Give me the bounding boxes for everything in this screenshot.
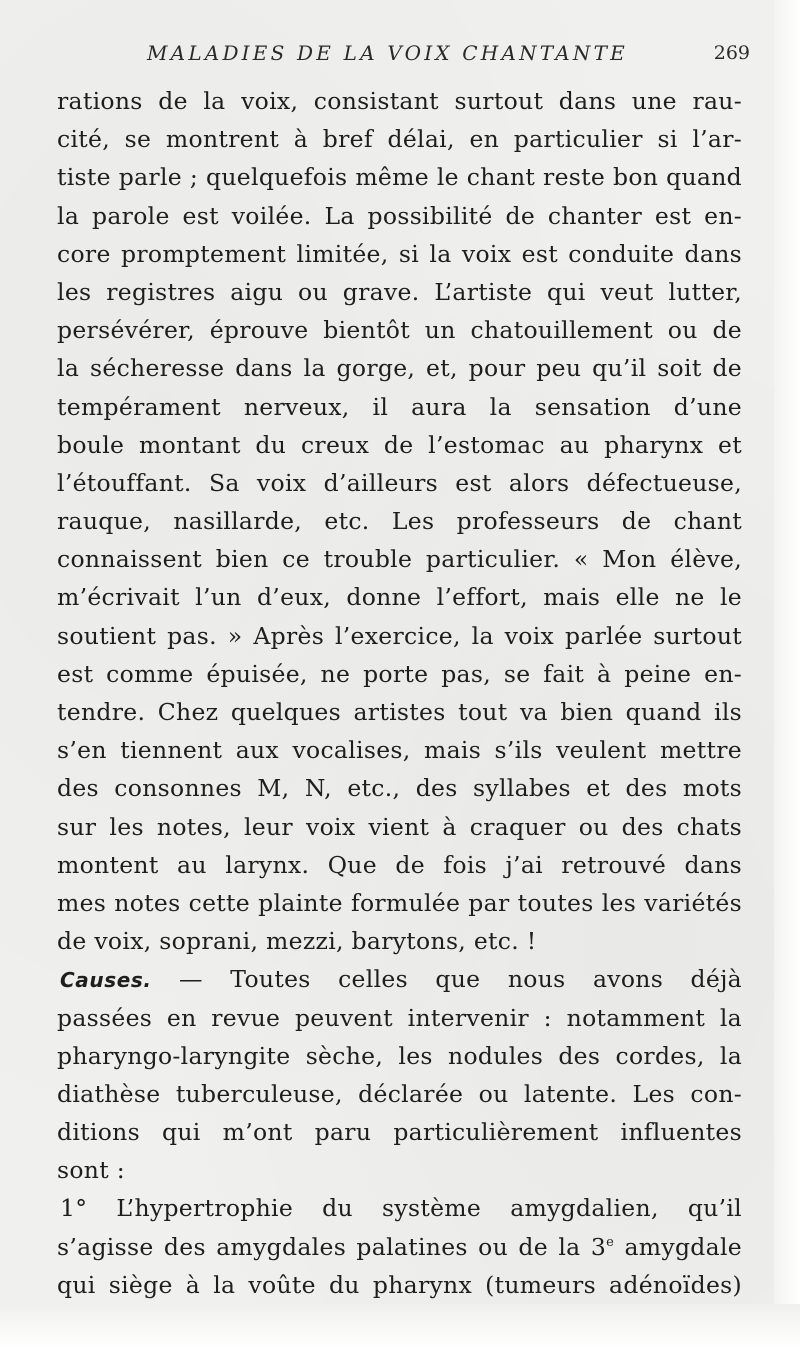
text-fragment: s’agisse des amygdales palatines ou de la 3	[57, 1232, 607, 1261]
text-line: boule montant du creux de l’estomac au pharynx et	[57, 430, 742, 459]
text-line: la parole est voilée. La possibilité de chanter est en-	[57, 201, 742, 230]
text-line: qui siège à la voûte du pharynx (tumeurs adénoïdes)	[57, 1270, 742, 1299]
text-line: montent au larynx. Que de fois j’ai retrouvé dans	[57, 850, 742, 879]
text-line: core promptement limitée, si la voix est conduite dans	[57, 239, 742, 268]
page-body	[57, 82, 742, 1342]
text-line: sont :	[57, 1156, 125, 1185]
text-line: de voix, soprani, mezzi, barytons, etc. !	[57, 927, 537, 956]
text-line: rauque, nasillarde, etc. Les professeurs de chant	[57, 507, 742, 536]
text-line: s’en tiennent aux vocalises, mais s’ils veulent mettre	[57, 736, 742, 765]
text-line: tiste parle ; quelquefois même le chant reste bon quand	[57, 163, 742, 192]
text-line: cité, se montrent à bref délai, en particulier si l’ar-	[57, 125, 742, 154]
superscript: e	[606, 1234, 615, 1250]
causes-label: Causes.	[60, 968, 152, 993]
text-line: sur les notes, leur voix vient à craquer ou des chats	[57, 812, 742, 841]
text-line: la sécheresse dans la gorge, et, pour peu qu’il soit de	[57, 354, 742, 383]
page-header	[60, 41, 750, 71]
causes-heading-line	[57, 960, 742, 998]
text-line: ditions qui m’ont paru particulièrement influentes	[57, 1118, 742, 1147]
text-line: rations de la voix, consistant surtout dans une rau-	[57, 87, 742, 115]
page-number: 269	[713, 42, 750, 64]
running-title: MALADIES DE LA VOIX CHANTANTE	[147, 41, 628, 65]
text-line: les registres aigu ou grave. L’artiste qui veut lutter,	[57, 277, 742, 306]
text-line: pharyngo-laryngite sèche, les nodules des cordes, la	[57, 1041, 742, 1070]
text-line: diathèse tuberculeuse, déclarée ou latente. Les con-	[57, 1079, 742, 1108]
text-line: persévérer, éprouve bientôt un chatouillement ou de	[57, 316, 742, 345]
text-line: m’écrivait l’un d’eux, donne l’effort, mais elle ne le	[57, 583, 742, 612]
text-line: des consonnes M, N, etc., des syllabes et des mots	[57, 774, 742, 803]
page-edge	[774, 0, 800, 1348]
text-line	[57, 1228, 742, 1266]
text-line: est comme épuisée, ne porte pas, se fait à peine en-	[57, 659, 742, 688]
text-line: soutient pas. » Après l’exercice, la voix parlée surtout	[57, 621, 742, 650]
text-line: connaissent bien ce trouble particulier. « Mon élève,	[57, 545, 742, 574]
text-line: passées en revue peuvent intervenir : notamment la	[57, 1003, 742, 1032]
text-line: l’étouffant. Sa voix d’ailleurs est alors défectueuse,	[57, 468, 742, 497]
text-line: mes notes cette plainte formulée par toutes les variétés	[57, 888, 742, 917]
page-bottom-margin	[0, 1304, 800, 1348]
causes-text: — Toutes celles que nous avons déjà	[151, 965, 742, 994]
text-line: tempérament nerveux, il aura la sensation d’une	[57, 392, 742, 421]
text-fragment: amygdale	[614, 1232, 742, 1261]
text-line: tendre. Chez quelques artistes tout va bien quand ils	[57, 698, 742, 726]
text-line: 1° L’hypertrophie du système amygdalien, qu’il	[60, 1194, 742, 1223]
